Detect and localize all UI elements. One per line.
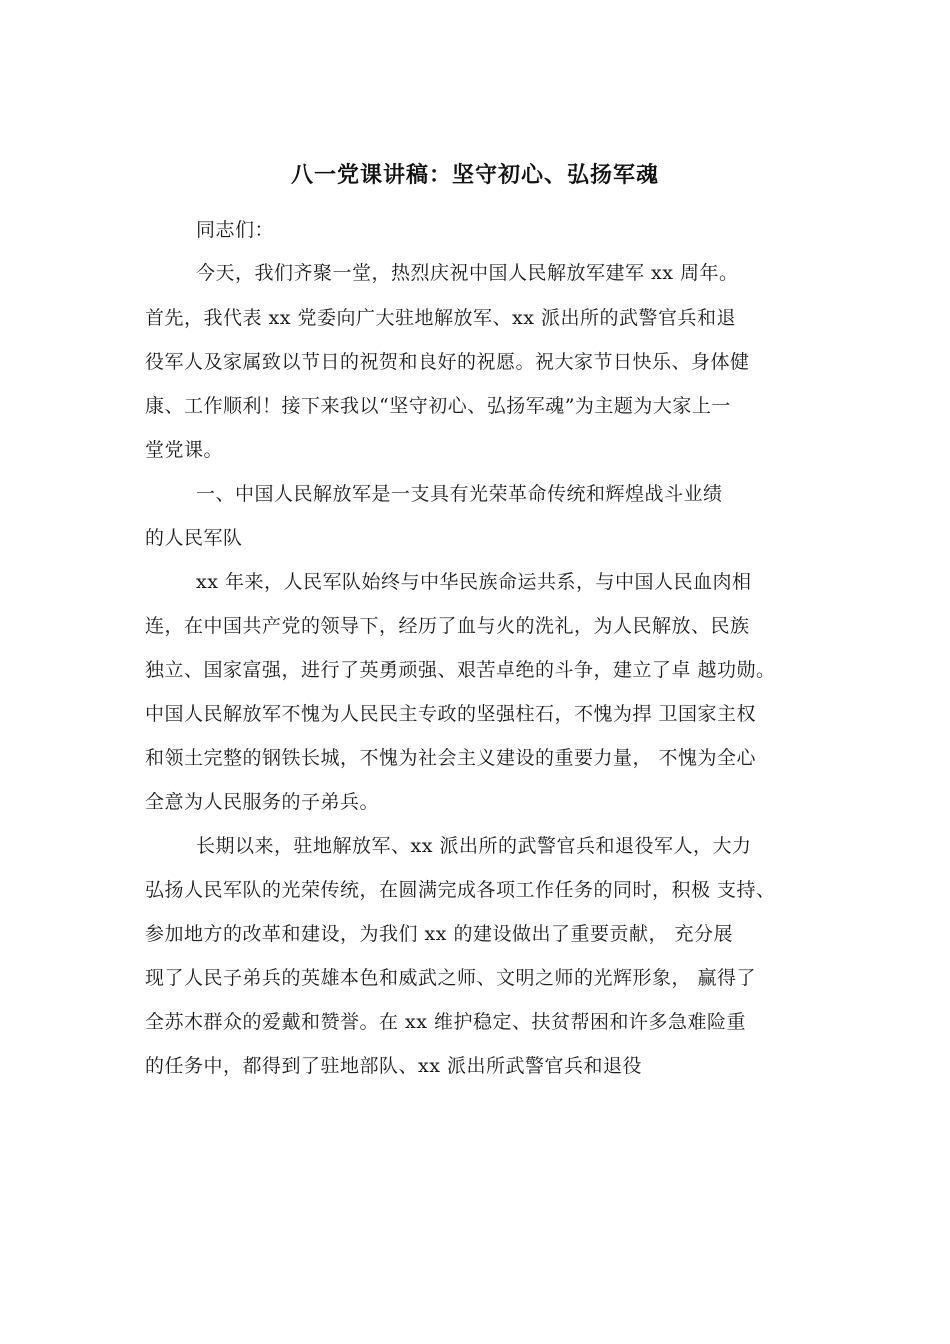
paragraph-line: 中国人民解放军不愧为人民民主专政的坚强柱石，不愧为捍 卫国家主权 bbox=[145, 703, 757, 725]
paragraph-line: 今天，我们齐聚一堂，热烈庆祝中国人民解放军建军 xx 周年。 bbox=[196, 262, 739, 284]
paragraph-line: 首先，我代表 xx 党委向广大驻地解放军、xx 派出所的武警官兵和退 bbox=[145, 307, 736, 329]
paragraph-line: 役军人及家属致以节日的祝贺和良好的祝愿。祝大家节日快乐、身体健 bbox=[145, 351, 750, 373]
paragraph-line: 弘扬人民军队的光荣传统，在圆满完成各项工作任务的同时，积极 支持、 bbox=[145, 879, 776, 901]
paragraph-line: 独立、国家富强，进行了英勇顽强、艰苦卓绝的斗争，建立了卓 越功勋。 bbox=[145, 659, 776, 681]
paragraph-line: 长期以来，驻地解放军、xx 派出所的武警官兵和退役军人，大力 bbox=[196, 835, 752, 857]
paragraph-line: 和领土完整的钢铁长城，不愧为社会主义建设的重要力量， 不愧为全心 bbox=[145, 747, 757, 769]
paragraph-line: 的任务中，都得到了驻地部队、xx 派出所武警官兵和退役 bbox=[145, 1055, 642, 1077]
paragraph-line: 参加地方的改革和建设，为我们 xx 的建设做出了重要贡献， 充分展 bbox=[145, 923, 734, 945]
paragraph-line: 全意为人民服务的子弟兵。 bbox=[145, 791, 380, 813]
paragraph-line: 康、工作顺利！接下来我以“坚守初心、弘扬军魂”为主题为大家上一 bbox=[145, 395, 731, 417]
section-heading-line: 的人民军队 bbox=[145, 527, 243, 549]
paragraph-line: 现了人民子弟兵的英雄本色和威武之师、文明之师的光辉形象， 赢得了 bbox=[145, 967, 757, 989]
paragraph-line: 堂党课。 bbox=[145, 439, 224, 461]
salutation: 同志们： bbox=[196, 219, 275, 241]
paragraph-line: xx 年来，人民军队始终与中华民族命运共系，与中国人民血肉相 bbox=[196, 571, 752, 593]
document-title: 八一党课讲稿：坚守初心、弘扬军魂 bbox=[290, 163, 659, 188]
section-heading-line: 一、中国人民解放军是一支具有光荣革命传统和辉煌战斗业绩 bbox=[196, 483, 723, 505]
paragraph-line: 连，在中国共产党的领导下，经历了血与火的洗礼，为人民解放、民族 bbox=[145, 615, 750, 637]
paragraph-line: 全苏木群众的爱戴和赞誉。在 xx 维护稳定、扶贫帮困和许多急难险重 bbox=[145, 1011, 747, 1033]
